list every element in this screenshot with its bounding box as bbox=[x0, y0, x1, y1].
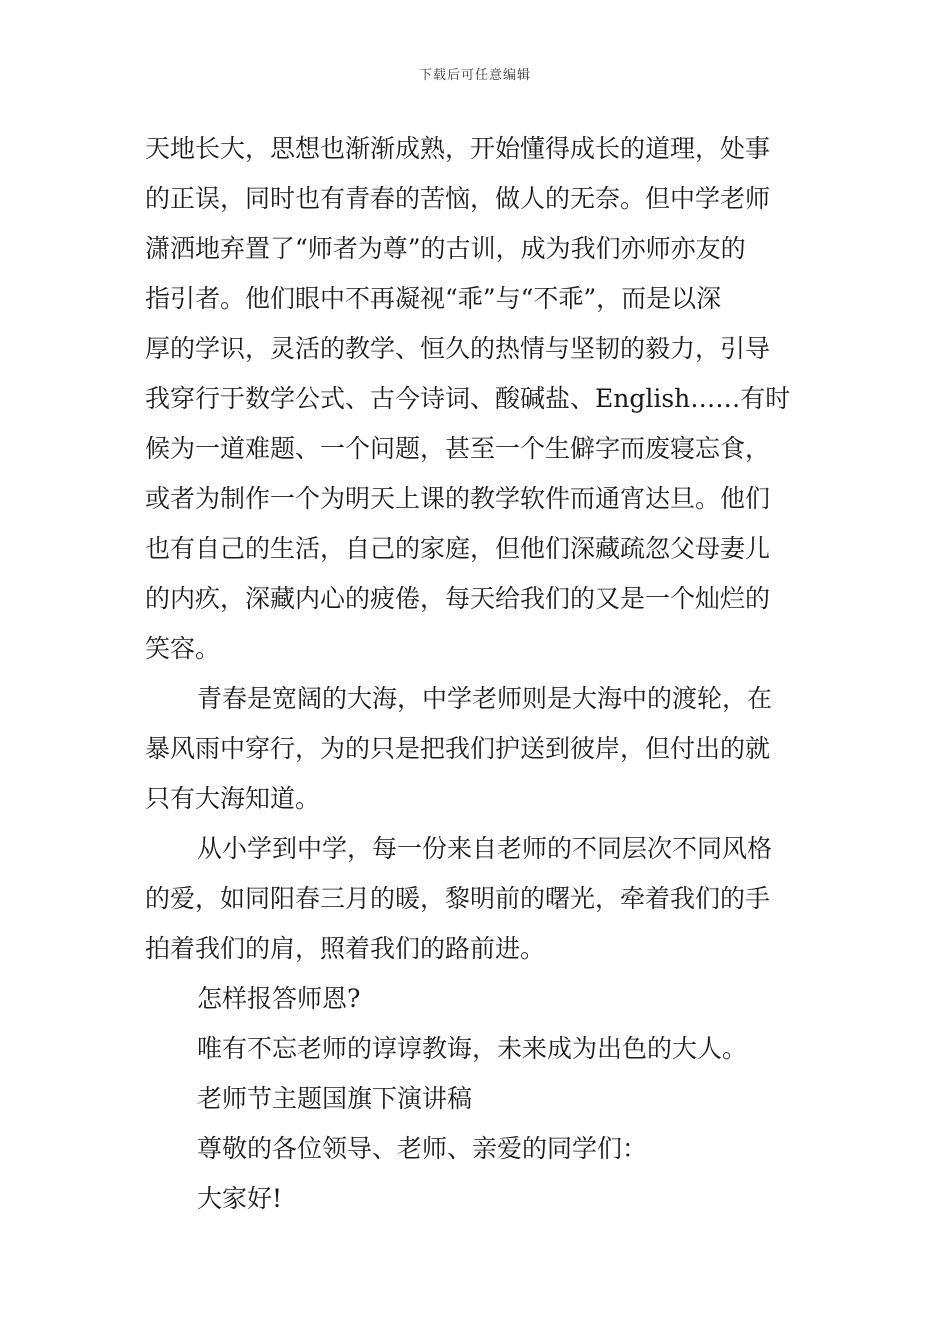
document-body bbox=[145, 124, 809, 1224]
section-title: 老师节主题国旗下演讲稿 bbox=[197, 1084, 473, 1113]
text-line: 指引者。他们眼中不再凝视“乖”与“不乖”，而是以深 bbox=[145, 284, 722, 313]
text-line: 我穿行于数学公式、古今诗词、酸碱盐、English……有时 bbox=[145, 384, 791, 413]
paragraph bbox=[145, 674, 809, 824]
text-line: 怎样报答师恩? bbox=[197, 984, 361, 1013]
paragraph bbox=[145, 974, 809, 1024]
paragraph bbox=[145, 1124, 809, 1174]
paragraph bbox=[145, 1024, 809, 1074]
text-line: 或者为制作一个为明天上课的教学软件而通宵达旦。他们 bbox=[145, 484, 771, 513]
text-line: 的内疚，深藏内心的疲倦，每天给我们的又是一个灿烂的 bbox=[145, 584, 771, 613]
text-line: 也有自己的生活，自己的家庭，但他们深藏疏忽父母妻儿 bbox=[145, 534, 771, 563]
paragraph bbox=[145, 124, 809, 674]
text-line: 候为一道难题、一个问题，甚至一个生僻字而废寝忘食， bbox=[145, 434, 771, 463]
text-line: 唯有不忘老师的谆谆教诲，未来成为出色的大人。 bbox=[197, 1034, 748, 1063]
text-line: 青春是宽阔的大海，中学老师则是大海中的渡轮，在 bbox=[197, 684, 773, 713]
text-line: 潇洒地弃置了“师者为尊”的古训，成为我们亦师亦友的 bbox=[145, 234, 746, 263]
text-line: 天地长大，思想也渐渐成熟，开始懂得成长的道理，处事 bbox=[145, 134, 771, 163]
text-line: 暴风雨中穿行，为的只是把我们护送到彼岸，但付出的就 bbox=[145, 734, 771, 763]
text-line: 拍着我们的肩，照着我们的路前进。 bbox=[145, 934, 546, 963]
text-line: 笑容。 bbox=[145, 634, 221, 663]
salutation: 尊敬的各位领导、老师、亲爱的同学们： bbox=[197, 1134, 648, 1163]
text-line: 厚的学识，灵活的教学、恒久的热情与坚韧的毅力，引导 bbox=[145, 334, 771, 363]
paragraph bbox=[145, 1174, 809, 1224]
greeting: 大家好! bbox=[197, 1184, 283, 1213]
text-line: 的爱，如同阳春三月的暖，黎明前的曙光，牵着我们的手 bbox=[145, 884, 771, 913]
text-line: 的正误，同时也有青春的苦恼，做人的无奈。但中学老师 bbox=[145, 184, 771, 213]
page-header: 下载后可任意编辑 bbox=[418, 68, 531, 83]
paragraph bbox=[145, 1074, 809, 1124]
text-line: 从小学到中学，每一份来自老师的不同层次不同风格 bbox=[197, 834, 773, 863]
text-line: 只有大海知道。 bbox=[145, 784, 321, 813]
paragraph bbox=[145, 824, 809, 974]
